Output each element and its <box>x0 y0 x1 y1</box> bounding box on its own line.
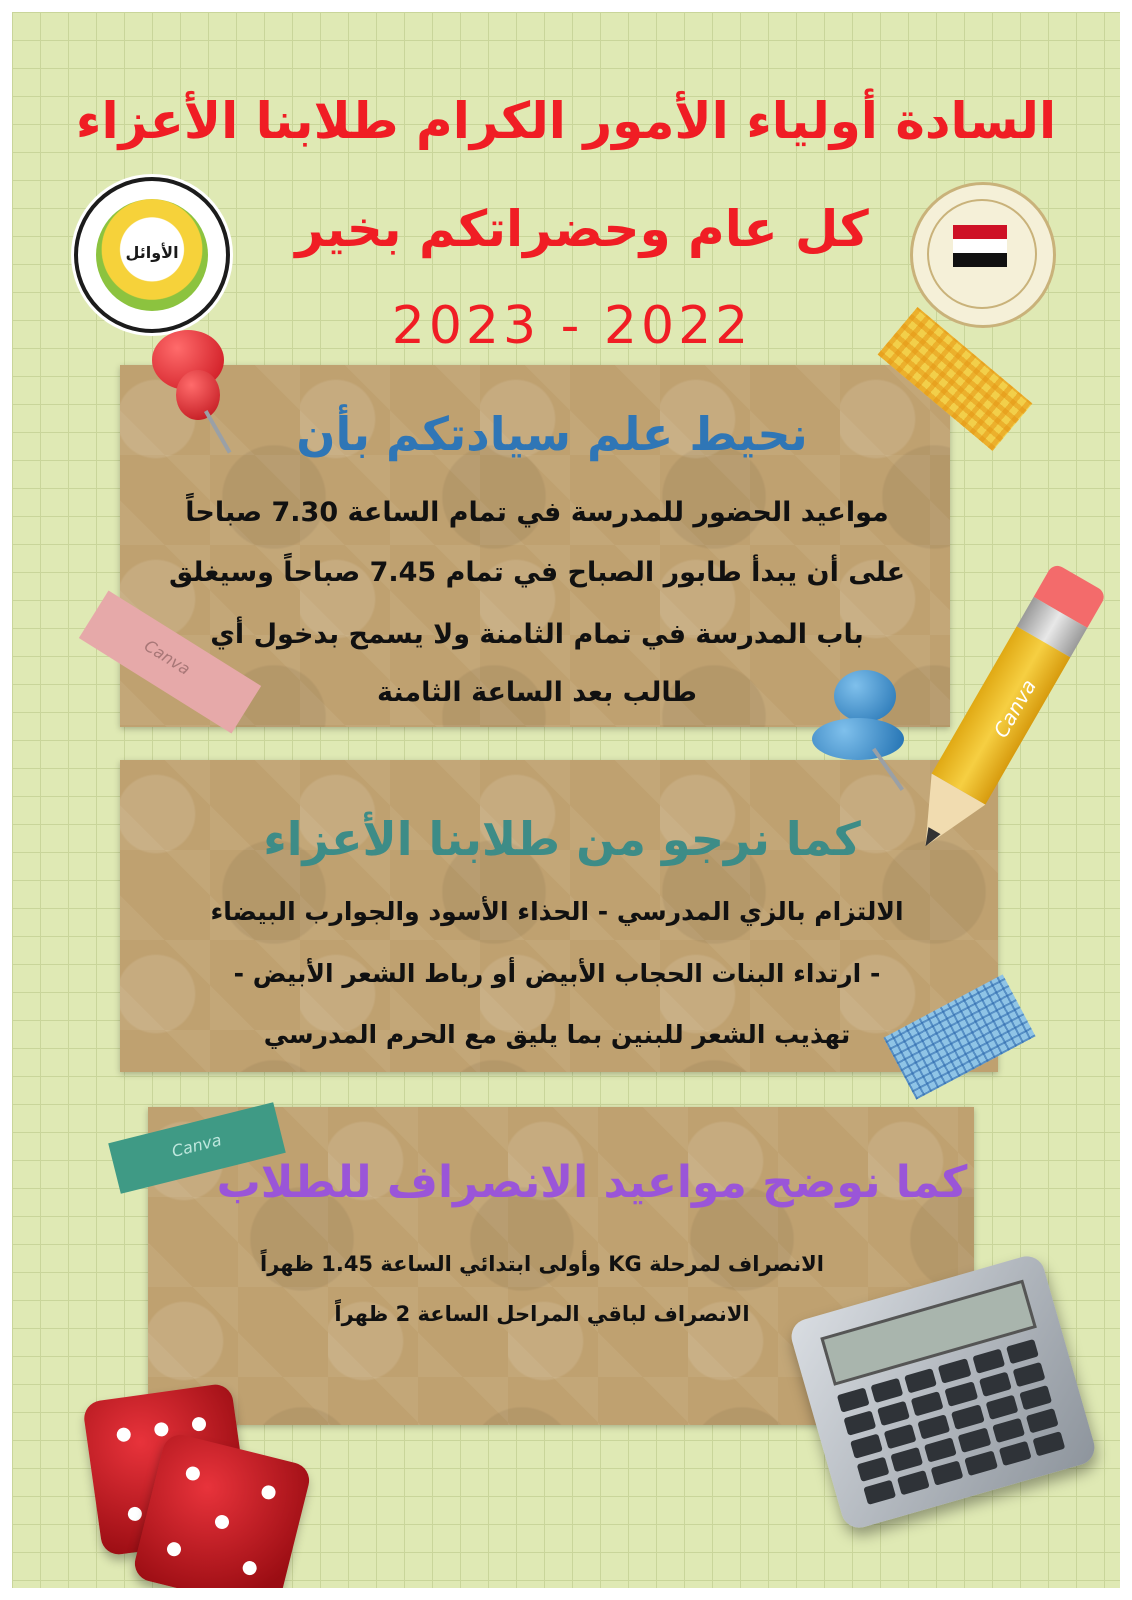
academic-year: 2022 - 2023 <box>391 296 753 356</box>
poster <box>12 12 1120 1588</box>
blue-pushpin-icon <box>812 670 922 800</box>
tape-label: Canva <box>140 635 194 679</box>
section3-heading: كما نوضح مواعيد الانصراف للطلاب <box>216 1157 968 1208</box>
section1-line: باب المدرسة في تمام الثامنة ولا يسمح بدخول أي <box>210 619 864 650</box>
ministry-seal <box>910 182 1056 328</box>
title-greeting: السادة أولياء الأمور الكرام طلابنا الأعزاء <box>75 92 1057 150</box>
section1-line: على أن يبدأ طابور الصباح في تمام 7.45 صباحاً وسيغلق <box>168 557 906 588</box>
section3-line: الانصراف لمرحلة KG وأولى ابتدائي الساعة 1.45 ظهراً <box>260 1252 824 1276</box>
section1-line: طالب بعد الساعة الثامنة <box>377 677 697 708</box>
tape-label: Canva <box>169 1130 224 1161</box>
section1-line: مواعيد الحضور للمدرسة في تمام الساعة 7.30 صباحاً <box>185 497 889 528</box>
section2-heading: كما نرجو من طلابنا الأعزاء <box>263 812 861 866</box>
section2-line: تهذيب الشعر للبنين بما يليق مع الحرم المدرسي <box>263 1020 851 1049</box>
school-logo <box>74 177 230 333</box>
section2-line: - ارتداء البنات الحجاب الأبيض أو رباط الشعر الأبيض - <box>233 959 881 988</box>
section3-line: الانصراف لباقي المراحل الساعة 2 ظهراً <box>334 1302 750 1326</box>
school-logo-word: الأوائل <box>125 243 179 262</box>
section2-line: الالتزام بالزي المدرسي - الحذاء الأسود والجوارب البيضاء <box>210 897 904 926</box>
egypt-flag-icon <box>953 225 1007 267</box>
section1-heading: نحيط علم سيادتكم بأن <box>296 407 808 461</box>
title-wishes: كل عام وحضراتكم بخير <box>295 200 869 258</box>
pencil-label: Canva <box>988 675 1042 742</box>
